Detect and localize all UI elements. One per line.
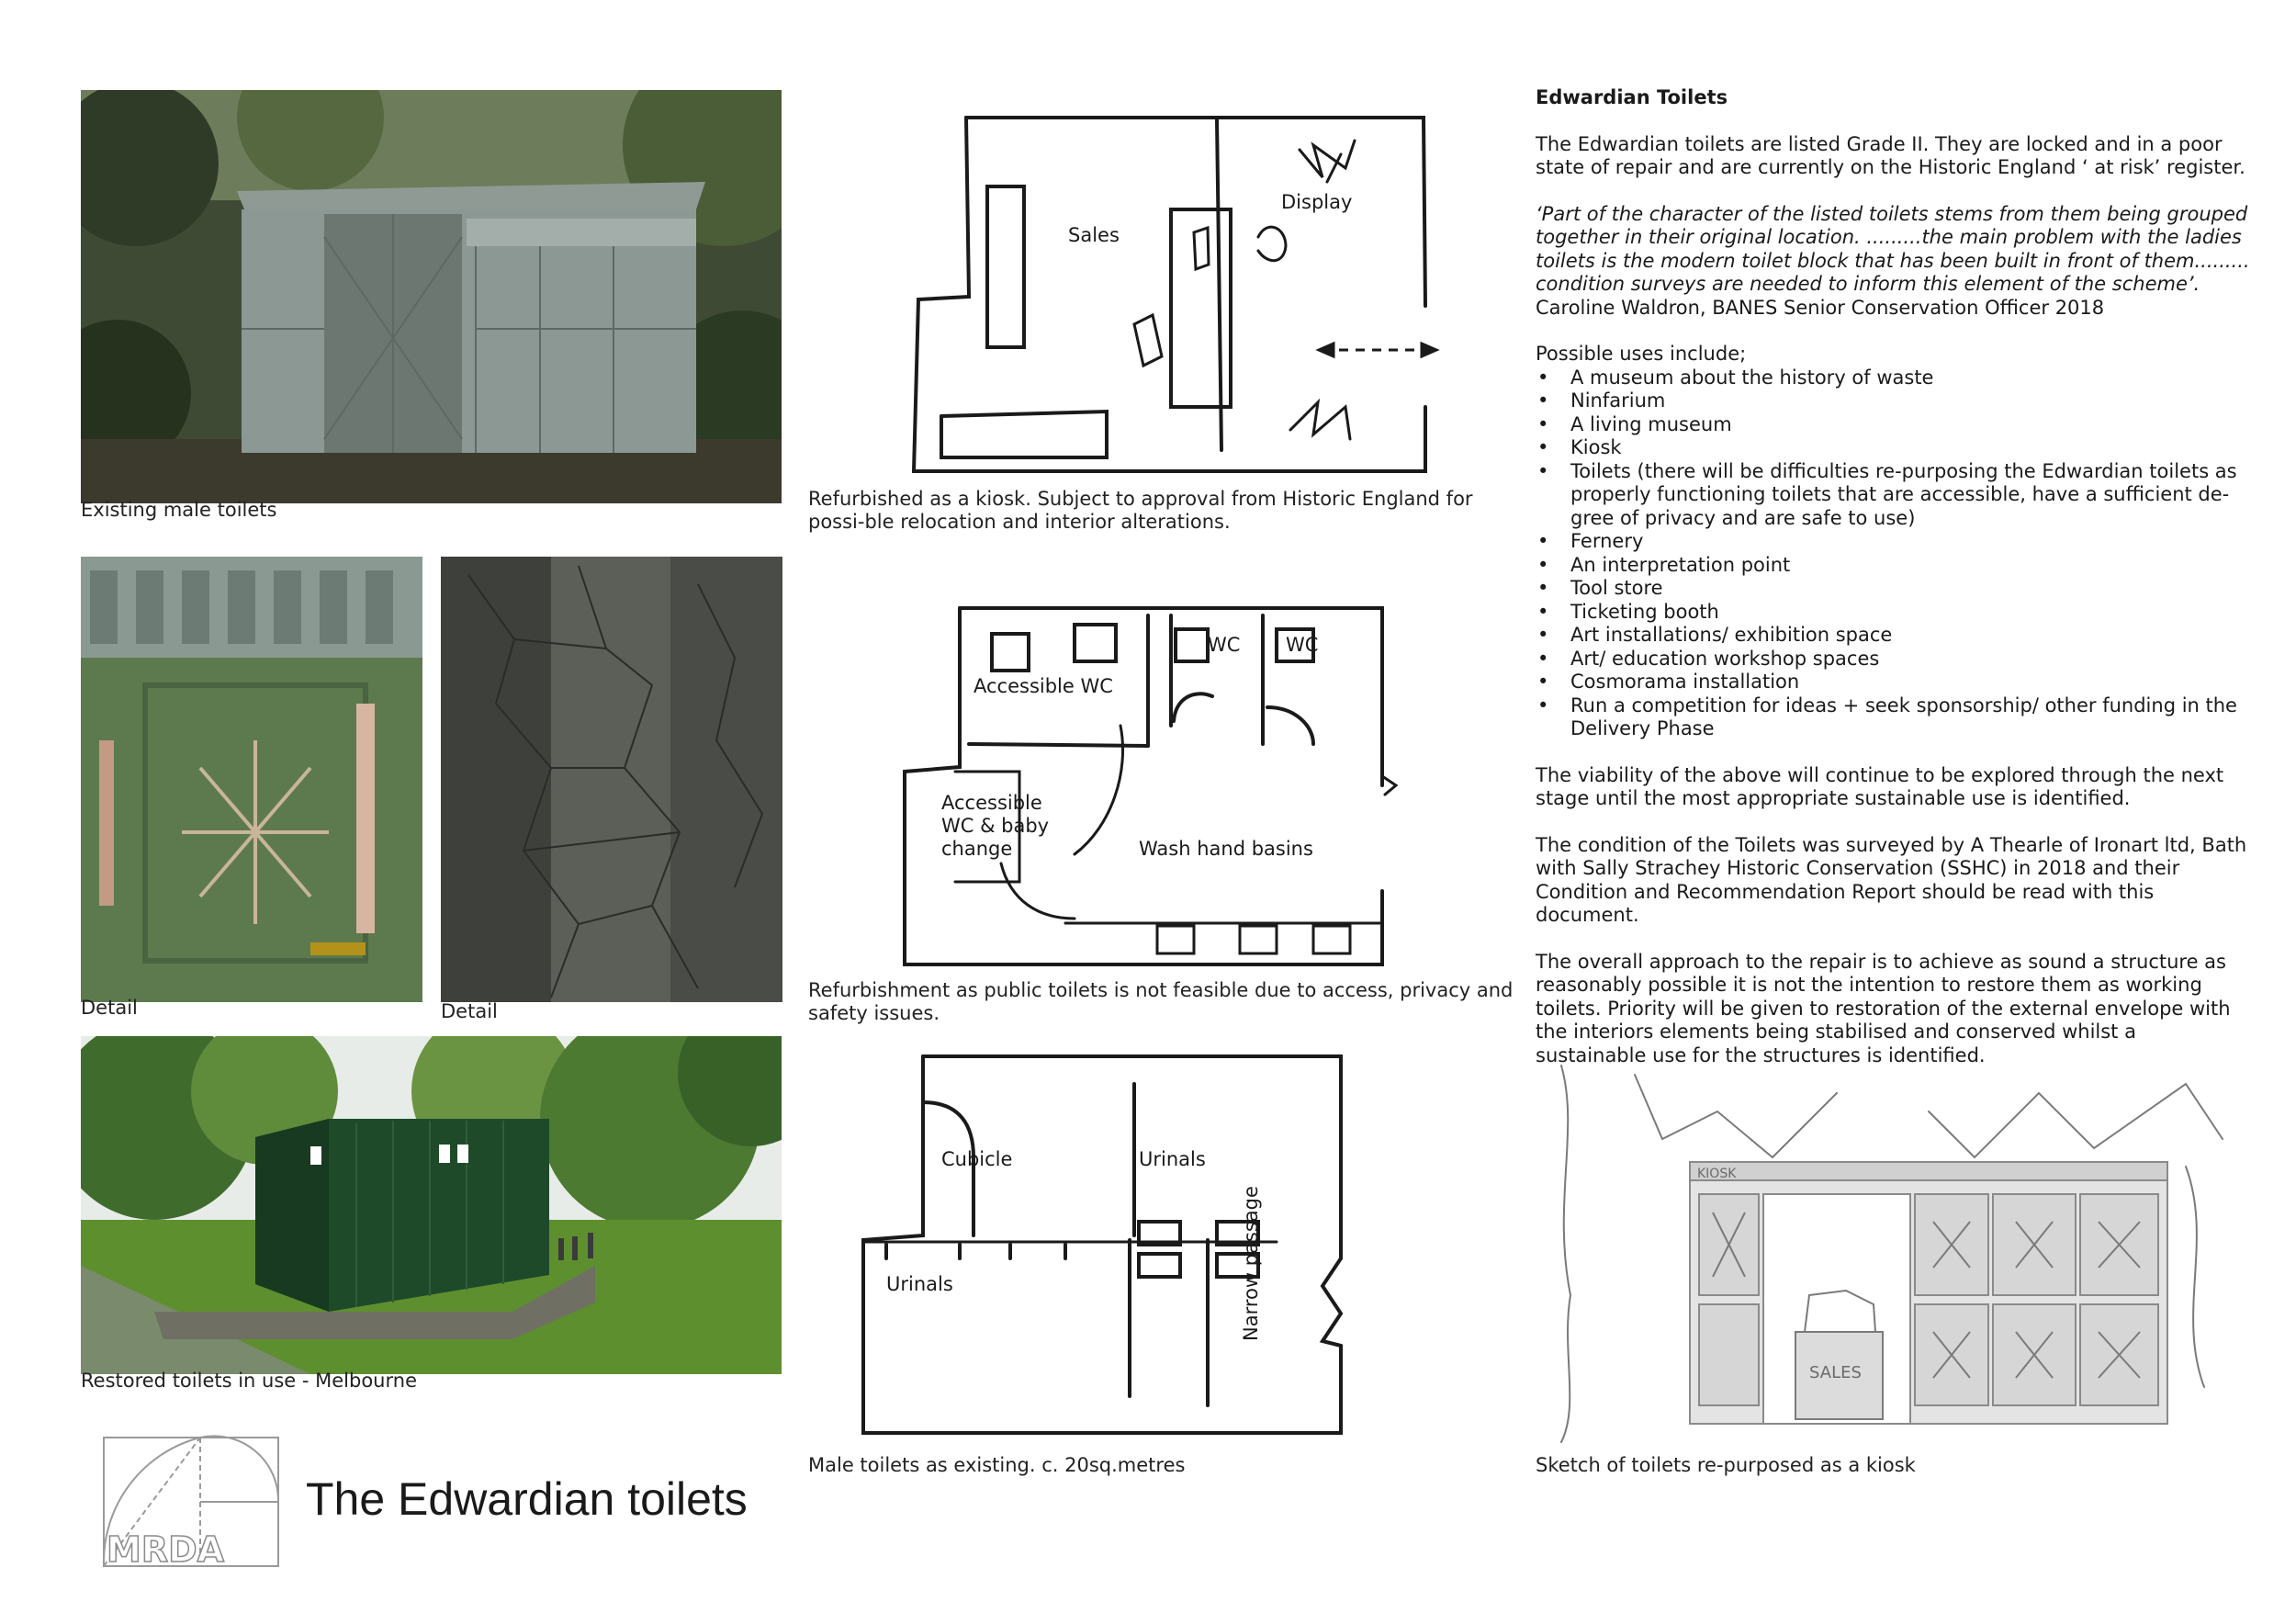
photo-restored-melbourne [81,1036,782,1374]
caption-plan-kiosk: Refurbished as a kiosk. Subject to approval from Historic England for possi-ble relocation and interior alterations. [808,488,1473,533]
list-item: • Run a competition for ideas + seek sponsorship/ other funding in the Delivery Phase [1536,694,2252,741]
plan-public-label-wc-2: WC [1286,634,1319,656]
photo-existing-male-toilets [81,90,782,503]
sketch-kiosk [1543,1056,2241,1447]
paragraph-viability: The viability of the above will continue to be explored through the next stage until the most appropriate sustainable use is identified. [1536,763,2224,809]
caption-sketch-kiosk: Sketch of toilets re-purposed as a kiosk [1536,1454,1916,1476]
list-item: • An interpretation point [1536,554,2252,578]
caption-plan-public: Refurbishment as public toilets is not feasible due to access, privacy and safety issues. [808,979,1514,1024]
list-item: • Fernery [1536,530,2252,554]
caption-existing-male-toilets: Existing male toilets [81,499,277,521]
page-title: The Edwardian toilets [306,1473,748,1525]
sketch-sign-text: KIOSK [1697,1167,1737,1181]
plan-public-label-wc-1: WC [1208,634,1241,656]
caption-plan-male: Male toilets as existing. c. 20sq.metres [808,1454,1186,1476]
caption-detail-1: Detail [81,997,138,1019]
uses-intro: Possible uses include; [1536,343,1747,365]
caption-detail-2: Detail [441,1000,498,1022]
plan-male-label-cubicle: Cubicle [941,1148,1013,1170]
plan-public-label-accessible-baby-2: WC & baby [941,815,1050,837]
list-item: • Toilets (there will be difficulties re-purposing the Edwardian toilets as properly functioning toilets that are accessible, have a sufficient de-gree of privacy and are safe to use) [1536,460,2252,531]
plan-male-label-urinals-top: Urinals [1139,1148,1206,1170]
plan-male-label-narrow-passage: Narrow passage [1240,1186,1262,1341]
plan-male-existing [845,1047,1396,1451]
mrda-logo [99,1433,283,1571]
photo-detail-panel [81,557,422,1002]
list-item: • Art installations/ exhibition space [1536,624,2252,648]
plan-kiosk-label-sales: Sales [1068,224,1120,246]
uses-list [1536,367,2252,741]
paragraph-condition-survey: The condition of the Toilets was surveyed by A Thearle of Ironart ltd, Bath with Sally Strachey Historic Conservation (SSHC) in 2018 and their Condition and Recommendation Report should be read with this document. [1536,833,2247,926]
plan-male-label-urinals-left: Urinals [886,1273,953,1295]
caption-restored-melbourne: Restored toilets in use - Melbourne [81,1370,417,1392]
list-item: • A living museum [1536,413,2252,437]
list-item: • Kiosk [1536,436,2252,460]
list-item: • Ninfarium [1536,389,2252,413]
plan-public-label-accessible-baby-3: change [941,838,1013,860]
paragraph-listing: The Edwardian toilets are listed Grade II. They are locked and in a poor state of repair and are currently on the Historic England ‘ at risk’ register. [1536,132,2245,178]
plan-public-toilets [882,588,1479,974]
photo-detail-surface [441,557,782,1002]
plan-public-label-wash: Wash hand basins [1139,838,1313,860]
list-item: • Art/ education workshop spaces [1536,648,2252,671]
paragraph-repair-approach: The overall approach to the repair is to achieve as sound a structure as reasonably possible it is not the intention to restore them as working toilets. Priority will be given to restoration of the external envelope with the interiors elements being stabilised and conserved whilst a sustainable use for the structures is identified. [1536,950,2231,1066]
plan-kiosk-label-display: Display [1281,191,1353,213]
plan-kiosk [882,90,1479,490]
list-item: • Tool store [1536,577,2252,601]
conservation-quote: ‘Part of the character of the listed toilets stems from them being grouped together in their original location. .........the main problem with the ladies toilets is the modern toilet block that has been built in front of them......... condition surveys are needed to inform this element of the scheme’. [1536,202,2250,295]
quote-attribution: Caroline Waldron, BANES Senior Conservation Officer 2018 [1536,296,2105,319]
plan-public-label-accessible-wc: Accessible WC [974,675,1113,697]
list-item: • A museum about the history of waste [1536,367,2252,390]
list-item: • Ticketing booth [1536,601,2252,625]
plan-public-label-accessible-baby-1: Accessible [941,792,1042,814]
heading-edwardian-toilets: Edwardian Toilets [1536,86,1728,108]
logo-text: MRDA [107,1529,225,1570]
list-item: • Cosmorama installation [1536,671,2252,694]
sketch-sales-text: SALES [1809,1363,1862,1382]
text-column [1536,86,2252,1090]
